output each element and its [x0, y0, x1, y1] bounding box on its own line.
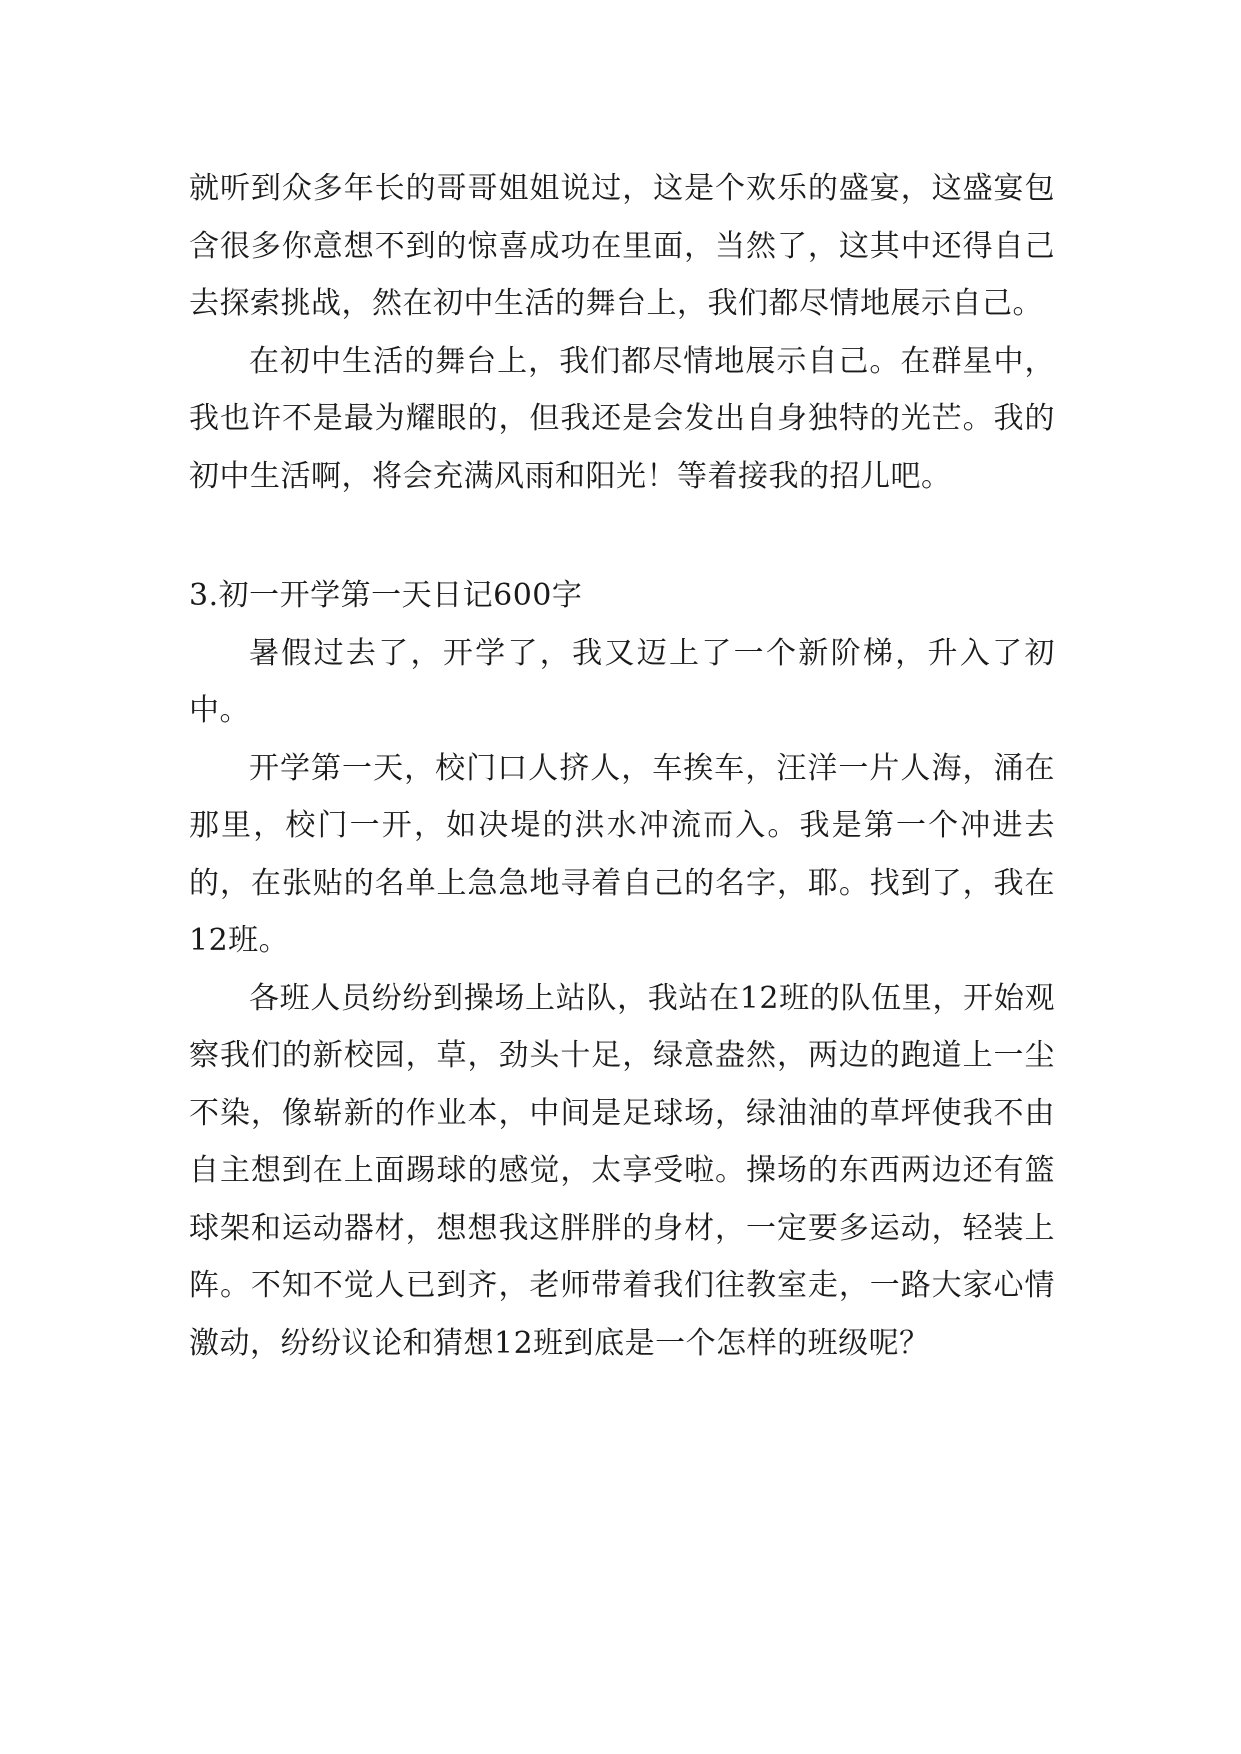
- paragraph: 暑假过去了，开学了，我又迈上了一个新阶梯，升入了初中。: [189, 635, 1055, 728]
- paragraph: 各班人员纷纷到操场上站队，我站在12班的队伍里，开始观察我们的新校园，草，劲头十足，绿意盎然，两边的跑道上一尘不染，像崭新的作业本，中间是足球场，绿油油的草坪使我不由自主想到在上面踢球的感觉，太享受啦。操场的东西两边还有篮球架和运动器材，想想我这胖胖的身材，一定要多运动，轻装上阵。不知不觉人已到齐，老师带着我们往教室走，一路大家心情激动，纷纷议论和猜想12班到底是一个怎样的班级呢？: [189, 980, 1055, 1361]
- document-body: [189, 160, 1055, 1372]
- paragraph-continuation: 就听到众多年长的哥哥姐姐说过，这是个欢乐的盛宴，这盛宴包含很多你意想不到的惊喜成功在里面，当然了，这其中还得自己去探索挑战，然在初中生活的舞台上，我们都尽情地展示自己。: [189, 171, 1055, 321]
- paragraph: 在初中生活的舞台上，我们都尽情地展示自己。在群星中，我也许不是最为耀眼的，但我还是会发出自身独特的光芒。我的初中生活啊，将会充满风雨和阳光！等着接我的招儿吧。: [189, 343, 1055, 494]
- section-gap: [189, 505, 1055, 567]
- paragraph: 开学第一天，校门口人挤人，车挨车，汪洋一片人海，涌在那里，校门一开，如决堤的洪水冲流而入。我是第一个冲进去的，在张贴的名单上急急地寻着自己的名字，耶。找到了，我在12班。: [189, 750, 1055, 958]
- section-heading: 3.初一开学第一天日记600字: [189, 578, 583, 613]
